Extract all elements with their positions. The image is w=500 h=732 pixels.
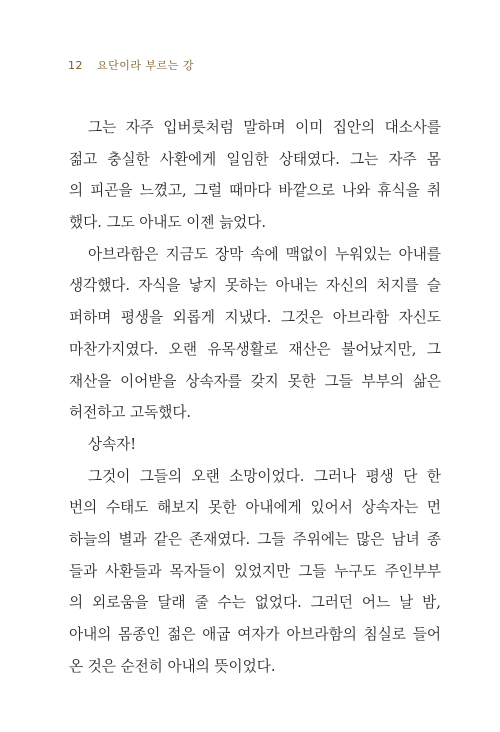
text-line: 온 것은 순전히 아내의 뜻이었다. (69, 657, 276, 675)
text-line: 퍼하며 평생을 외롭게 지냈다. 그것은 아브라함 자신도 (69, 309, 441, 327)
text-line: 했다. 그도 아내도 이젠 늙었다. (69, 214, 267, 232)
text-line: 허전하고 고독했다. (69, 404, 192, 422)
text-line: 재산을 이어받을 상속자를 갖지 못한 그들 부부의 삶은 (69, 372, 441, 390)
text-line: 그는 자주 입버릇처럼 말하며 이미 집안의 대소사를 (88, 119, 441, 136)
text-line: 젊고 충실한 사환에게 일임한 상태였다. 그는 자주 몸 (69, 150, 441, 168)
running-head (68, 57, 194, 73)
text-line: 생각했다. 자식을 낳지 못하는 아내는 자신의 처지를 슬 (69, 277, 441, 295)
text-line: 의 피곤을 느꼈고, 그럴 때마다 바깥으로 나와 휴식을 취 (69, 182, 441, 200)
text-line: 하늘의 별과 같은 존재였다. 그들 주위에는 많은 남녀 종 (69, 530, 441, 548)
text-line: 상속자! (88, 435, 137, 453)
text-line: 의 외로움을 달래 줄 수는 없었다. 그러던 어느 날 밤, (69, 594, 441, 612)
book-title: 요단이라 부르는 강 (97, 59, 195, 72)
text-line: 번의 수태도 해보지 못한 아내에게 있어서 상속자는 먼 (69, 499, 441, 517)
body-text (69, 112, 441, 682)
text-line: 마찬가지였다. 오랜 유목생활로 재산은 불어났지만, 그 (69, 340, 441, 358)
text-line: 아내의 몸종인 젊은 애굽 여자가 아브라함의 침실로 들어 (69, 626, 441, 643)
text-line: 들과 사환들과 목자들이 있었지만 그들 누구도 주인부부 (69, 562, 441, 580)
text-line: 그것이 그들의 오랜 소망이었다. 그러나 평생 단 한 (88, 467, 441, 485)
page-number: 12 (68, 59, 83, 72)
text-line: 아브라함은 지금도 장막 속에 맥없이 누워있는 아내를 (88, 245, 441, 263)
